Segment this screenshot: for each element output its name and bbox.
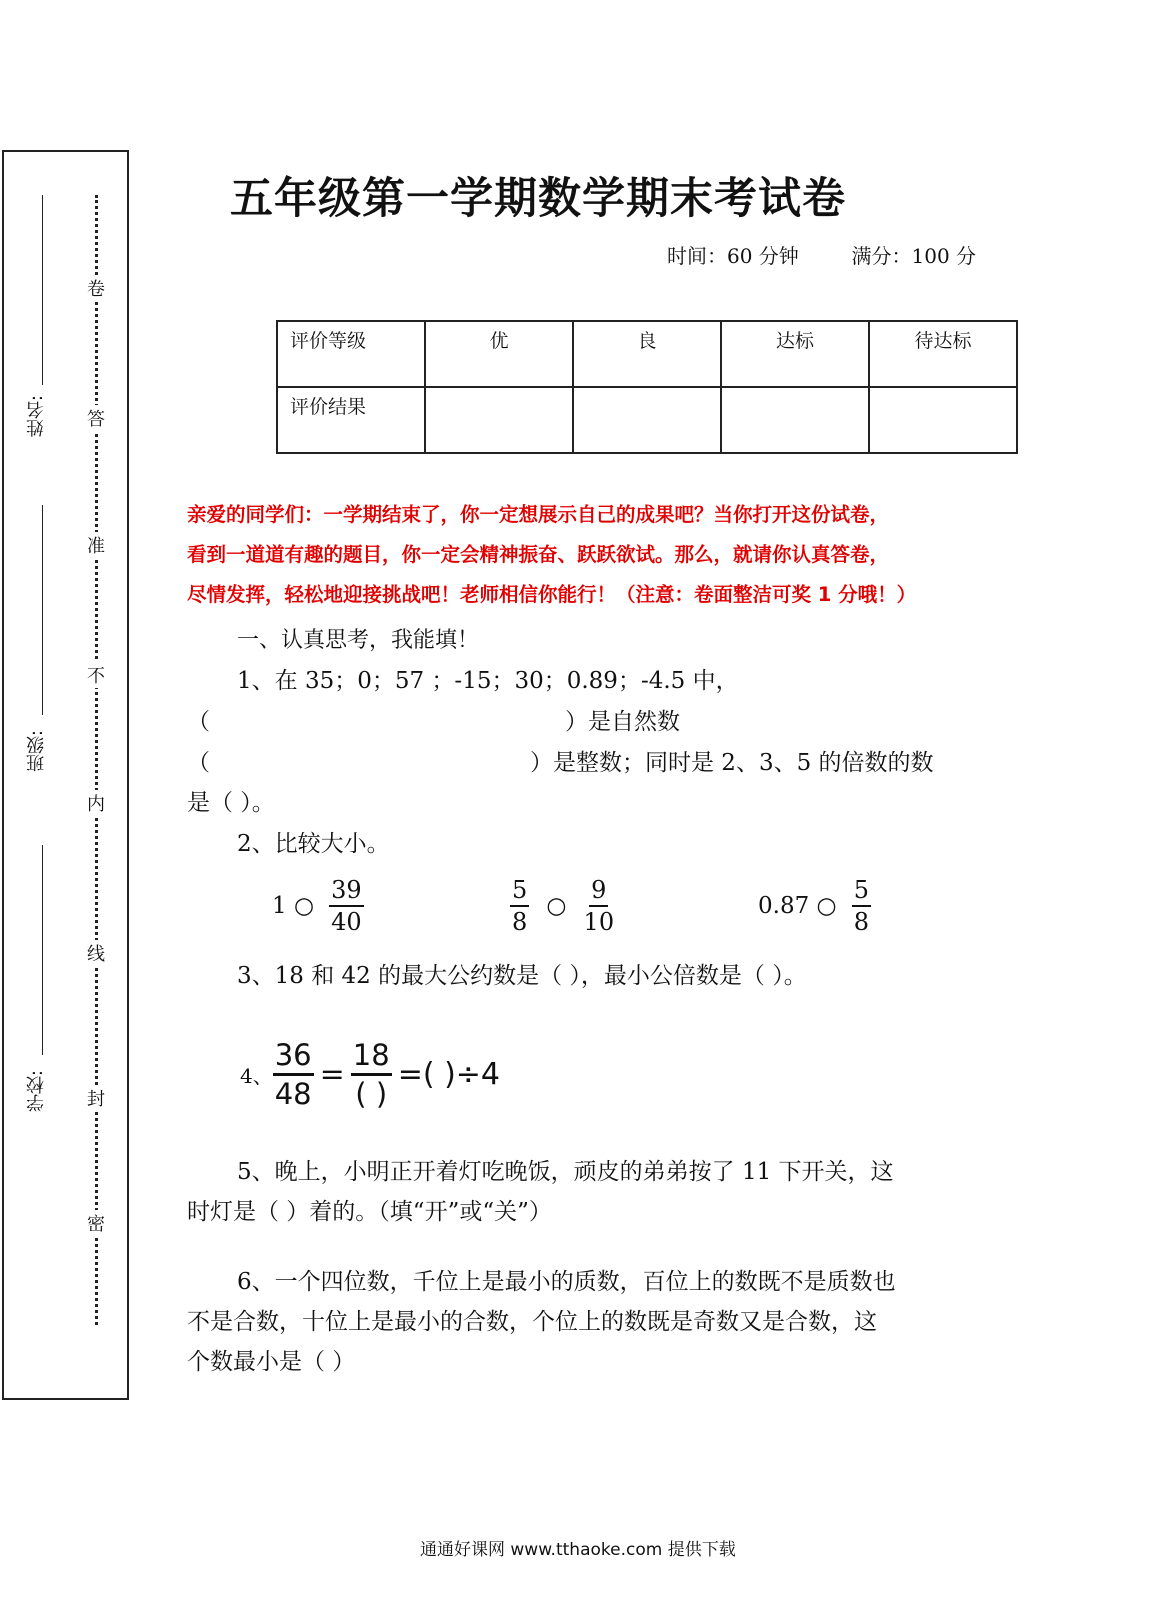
compare-item-2	[510, 875, 614, 937]
fraction	[584, 875, 615, 937]
seal-char: 答	[87, 405, 105, 431]
equals-sign: =	[319, 1057, 345, 1092]
q2-text: 2、比较大小。	[237, 831, 390, 857]
denominator: 40	[331, 908, 362, 936]
fraction	[351, 1037, 392, 1112]
intro-paragraph	[187, 495, 987, 615]
q1-integer: ）是整数；同时是 2、3、5 的倍数的数	[530, 750, 934, 776]
school-label: 学校:	[26, 1070, 47, 1113]
compare-item-1	[272, 875, 364, 937]
table-cell: 优	[425, 321, 573, 387]
table-cell	[721, 387, 869, 453]
q5-line1: 5、晚上，小明正开着灯吃晚饭，顽皮的弟弟按了 11 下开关，这	[237, 1159, 894, 1185]
numerator: 36	[273, 1037, 314, 1076]
q4-equation	[240, 1037, 500, 1112]
section-heading: 一、认真思考，我能填！	[237, 628, 480, 653]
page-title: 五年级第一学期数学期末考试卷	[230, 174, 846, 224]
q1-open2: （	[187, 750, 210, 776]
q1-natural: ）是自然数	[565, 709, 680, 735]
exam-info	[667, 240, 976, 269]
intro-line: 看到一道道有趣的题目，你一定会精神振奋、跃跃欲试。那么，就请你认真答卷，	[187, 543, 890, 566]
name-underline	[42, 195, 43, 385]
intro-line: 尽情发挥，轻松地迎接挑战吧！老师相信你能行！（注意：卷面整洁可奖 1 分哦！）	[187, 583, 917, 606]
table-cell	[573, 387, 721, 453]
q6-line3: 个数最小是（ ）	[187, 1349, 356, 1375]
seal-char: 内	[87, 790, 105, 816]
numerator: 5	[510, 875, 529, 907]
q3-text: 3、18 和 42 的最大公约数是（ ），最小公倍数是（ ）。	[237, 963, 807, 989]
class-underline	[42, 505, 43, 715]
table-cell: 达标	[721, 321, 869, 387]
fraction	[273, 1037, 314, 1112]
numerator: 5	[852, 875, 871, 907]
footer-text: 通通好课网 www.tthaoke.com 提供下载	[420, 1540, 736, 1560]
denominator: 8	[853, 908, 869, 936]
table-cell: 待达标	[869, 321, 1017, 387]
exam-full-score: 满分：100 分	[851, 244, 977, 268]
compare-item-3	[758, 875, 871, 937]
q1-open1: （	[187, 709, 210, 735]
seal-char: 线	[87, 940, 105, 966]
seal-char: 封	[87, 1085, 105, 1111]
table-cell: 评价等级	[277, 321, 425, 387]
table-cell: 评价结果	[277, 387, 425, 453]
q1-line4: 是（ ）。	[187, 790, 275, 816]
q6-line2: 不是合数，十位上是最小的合数，个位上的数既是奇数又是合数，这	[187, 1309, 877, 1335]
seal-char: 不	[87, 662, 105, 688]
compare-left: 1 ○	[272, 893, 315, 919]
table-cell	[425, 387, 573, 453]
name-label: 姓名:	[26, 395, 47, 438]
denominator: ( )	[355, 1077, 388, 1111]
numerator: 9	[589, 875, 608, 907]
class-label: 班级:	[26, 730, 47, 773]
table-row	[277, 321, 1017, 387]
q5-line2: 时灯是（ ）着的。（填“开”或“关”）	[187, 1199, 552, 1225]
seal-dotted-line	[95, 195, 98, 1325]
table-cell: 良	[573, 321, 721, 387]
q1-line1: 1、在 35；0；57 ；-15；30；0.89；-4.5 中，	[237, 668, 739, 694]
compare-circle: ○	[546, 893, 567, 919]
evaluation-table	[276, 320, 1018, 454]
fraction	[852, 875, 871, 937]
fraction	[329, 875, 364, 937]
numerator: 18	[351, 1037, 392, 1076]
table-cell	[869, 387, 1017, 453]
numerator: 39	[329, 875, 364, 907]
fraction	[510, 875, 529, 937]
q4-tail: =( )÷4	[397, 1057, 500, 1092]
denominator: 8	[512, 908, 528, 936]
intro-line: 亲爱的同学们：一学期结束了，你一定想展示自己的成果吧？当你打开这份试卷，	[187, 503, 890, 526]
compare-left: 0.87 ○	[758, 893, 837, 919]
seal-char: 卷	[87, 275, 105, 301]
binding-strip	[2, 150, 129, 1400]
exam-time: 时间：60 分钟	[667, 244, 799, 268]
seal-char: 准	[87, 532, 105, 558]
denominator: 10	[583, 908, 615, 936]
school-underline	[42, 845, 43, 1055]
q4-prefix: 4、	[240, 1064, 273, 1088]
table-row	[277, 387, 1017, 453]
seal-char: 密	[87, 1210, 105, 1236]
denominator: 48	[274, 1077, 312, 1111]
q6-line1: 6、一个四位数，千位上是最小的质数，百位上的数既不是质数也	[237, 1269, 896, 1295]
